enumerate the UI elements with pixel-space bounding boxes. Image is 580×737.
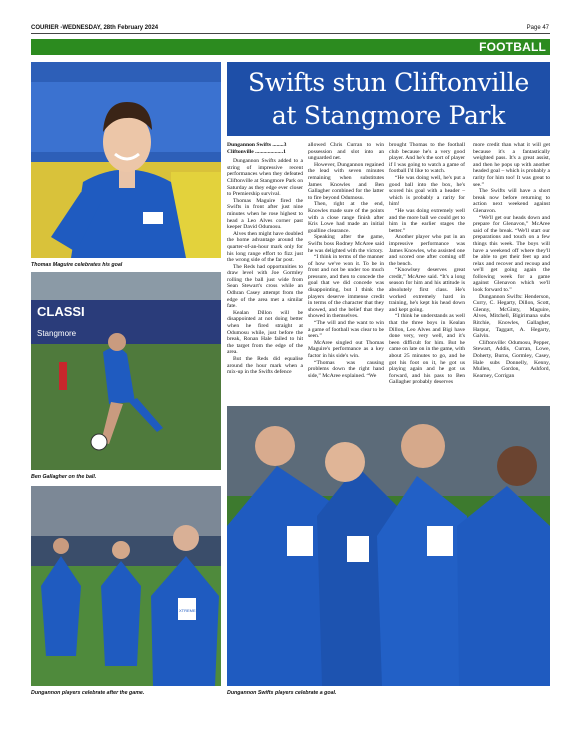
sponsor-text: XTREME [179, 608, 196, 613]
paragraph: brought Thomas to the football club because he's a very good player. And he's the sort of player if I was going to watch a game of football I'd like to watch. [389, 142, 465, 175]
section-bar [31, 39, 550, 55]
paragraph: Then, right at the end, Knowles made sure of the points with a close range finish after Kris Lowe had made an initial goalline clearance. [308, 201, 384, 234]
paragraph: But the Reds did equalise around the hour mark when a mix-up in the Swifts defence [227, 356, 303, 376]
article-column-1 [227, 142, 303, 376]
paragraph: “The will and the want to win a game of football was clear to be seen.” [308, 320, 384, 340]
paragraph: “I think he understands as well that the three boys in Kealan Dillon, Leo Alves and Bigi have done very, very well, and it's been difficult for him. But he came on late on in the game, with about 25 minutes to go, and he got his foot on it, he got us playing again and he got us forward, and his pass to Ben Gallagher probably deserves [389, 313, 465, 386]
headline-line-2: at Stangmore Park [271, 101, 506, 130]
caption-photo-2: Ben Gallagher on the ball. [31, 474, 97, 480]
banner-text-1: CLASSI [37, 304, 85, 319]
paragraph: “We'll get our heads down and prepare for Glenavon,” McAree said of the break. “We'll start our preparations and touch on a few things this week. The boys will have a weekend off where they'll be able to get their feet up and relax and recover and recoup and we'll get going again the following week for a game against Glenavon which we'll look forward to.” [473, 214, 550, 294]
headline-line-1: Swifts stun Cliftonville [248, 68, 529, 97]
header-rule [31, 33, 550, 34]
paragraph: The Reds had opportunities to draw level with Joe Gormley rolling the ball just wide from Sean Stewart's cross while an Odhran Casey attempt from the edge of the area met a similar fate. [227, 263, 303, 310]
caption-photo-4: Dungannon Swifts players celebrate a goal. [227, 690, 337, 696]
headline [227, 66, 550, 132]
page-number: Page 47 [526, 25, 549, 31]
paragraph: “He was doing extremely well and the more ball we could get to him in the earlier stages the better.” [389, 207, 465, 234]
paragraph: Alves then might have doubled the home advantage around the quarter-of-an-hour mark only for his long range effort to fizz just the wrong side of the far post. [227, 230, 303, 264]
headline-box [227, 62, 550, 136]
paragraph: Thomas Maguire fired the Swifts in front after just nine minutes when he rose highest to head a Leo Alves corner past keeper David Odumosu. [227, 197, 303, 231]
photo-gallagher-image [31, 272, 221, 470]
article-column-4 [473, 142, 550, 379]
paragraph: Speaking after the game, Swifts boss Rodney McAree said he was delighted with the victory. [308, 234, 384, 254]
paragraph: allowed Chris Curran to win possession and slot into an unguarded net. [308, 142, 384, 162]
scoreline-team-2: Cliftonville ....................1 [227, 148, 286, 155]
article-column-2 [308, 142, 384, 379]
paragraph: McAree singled out Thomas Maguire's performance as a key factor in his side's win. [308, 339, 384, 359]
photo-maguire-celebrates [31, 62, 221, 258]
paragraph: “Thomas was causing problems down the right hand side,” McAree explained. “We [308, 359, 384, 379]
photo-celebrate-goal-image [227, 406, 550, 686]
section-label: FOOTBALL [479, 40, 546, 54]
paragraph: “I think in terms of the manner of how we've won it. To be in front and not be under too much pressure, and then to concede the goal that we did concede was disappointing, but I think the players deserve immense credit in terms of the character that they showed, and the belief that they showed in themselves. [308, 254, 384, 320]
banner-text-2: Stangmore [37, 329, 77, 338]
team-lineup-dungannon: Dungannon Swifts: Henderson, Curry, C. Hegarty, Dillon, Scott, Glenny, McGinty, Maguire, Alves, Mitchell, Bigirimana subs Ritchie, Knowles, Gallagher, Harpur, Taggart, A. Hegarty, Galvin. [473, 293, 550, 340]
caption-photo-1: Thomas Maguire celebrates his goal [31, 262, 123, 268]
paragraph: “He was doing well, he's put a good ball into the box, he's scored his goal with a header – which is probably a rarity for him! [389, 174, 465, 208]
paragraph: Dungannon Swifts added to a string of impressive recent performances when they defeated Cliftonville at Stangmore Park on Saturday as they edge ever closer to Premiership survival. [227, 158, 303, 198]
paragraph: more credit than what it will get because it's a fantastically weighted pass. It's a great assist, and then he pops up with another headed goal – which is probably a rarity for him too! It was great to see.” [473, 142, 550, 188]
photo-players-celebrate-goal [227, 406, 550, 686]
photo-gallagher [31, 272, 221, 470]
photo-players-after-game [31, 486, 221, 686]
paragraph: “Knowlsey deserves great credit,” McAree said. “It's a long season for him and his attitude is absolutely first class. He's worked extremely hard in training, he's kept his head down and kept going. [389, 267, 465, 313]
paragraph: The Swifts will have a short break now before returning to action next weekend against Glenavon. [473, 188, 550, 214]
team-lineup-cliftonville: Cliftonville: Odumosu, Pepper, Stewart, Addis, Curran, Lowe, Doherty, Burns, Gormley, Casey, Hale subs Donnelly, Kenny, Mullen, Gordon, Ashford, Kearney, Corrigan [473, 339, 550, 379]
paragraph: Another player who put in an impressive performance was James Knowles, who assisted one and scored one after coming off the bench. [389, 234, 465, 267]
photo-maguire-image [31, 62, 221, 258]
photo-after-game-image [31, 486, 221, 686]
paragraph: Kealan Dillon will be disappointed at not doing better when he fired straight at Odumosu while, just before the break, Ronan Hale failed to hit the target from the edge of the area. [227, 309, 303, 356]
caption-photo-3: Dungannon players celebrate after the game. [31, 690, 145, 696]
paragraph: However, Dungannon regained the lead with seven minutes remaining when substitutes James Knowles and Ben Gallagher combined for the latter to fire beyond Odumosu. [308, 161, 384, 201]
scoreline-team-1: Dungannon Swifts ........3 [227, 142, 287, 148]
issue-date: COURIER -WEDNESDAY, 28th February 2024 [31, 25, 159, 31]
article-column-3 [389, 142, 465, 386]
